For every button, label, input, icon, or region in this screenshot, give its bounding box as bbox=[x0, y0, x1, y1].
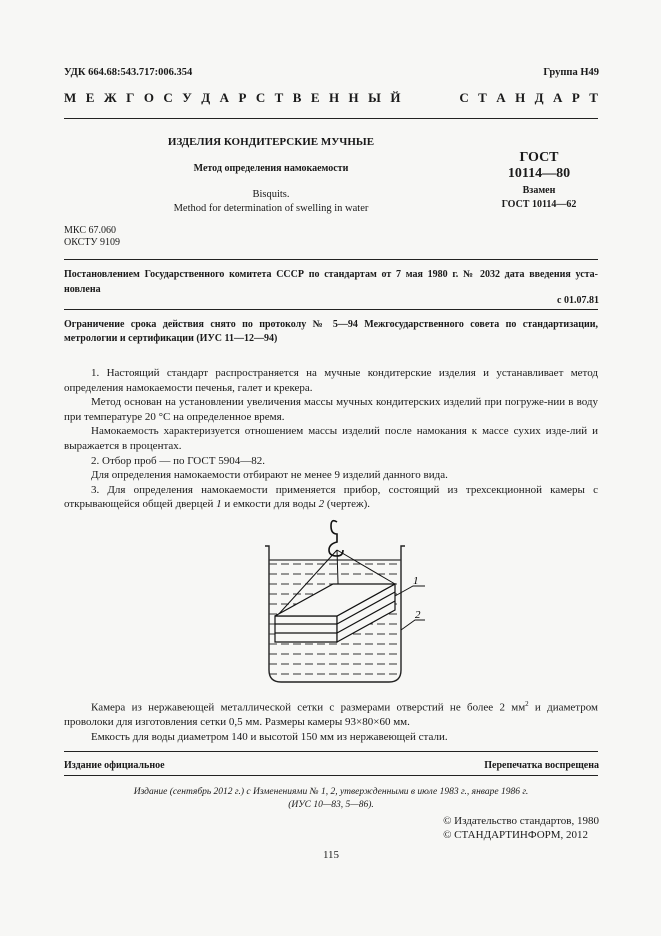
banner-letter-right: С bbox=[459, 90, 469, 105]
mesh-chamber bbox=[275, 584, 395, 642]
apparatus-drawing bbox=[255, 512, 425, 690]
paragraph-6-b: и емкости для воды bbox=[221, 498, 319, 511]
restriction-note: Ограничение срока действия снято по протоколу № 5—94 Межгосударственного совета по стандартизации, метрологии и сертификации (ИУС 11—12—94) bbox=[64, 319, 598, 344]
paragraph-6-n1: 1 bbox=[216, 498, 222, 511]
introduction-date: с 01.07.81 bbox=[557, 295, 599, 306]
callout-label-2: 2 bbox=[415, 609, 421, 621]
method-title: Метод определения намокаемости bbox=[193, 163, 349, 174]
paragraph-1: 1. Настоящий стандарт распространяется на мучные кондитерские изделия и устанавливает метод определения намокаемости печенья, галет и крекера. bbox=[64, 367, 598, 394]
paragraph-5: Для определения намокаемости отбирают не менее 9 изделий данного вида. bbox=[91, 469, 448, 482]
banner-letter-left: С bbox=[255, 90, 266, 105]
copyright-1: © Издательство стандартов, 1980 bbox=[443, 815, 599, 827]
callout-leaders bbox=[395, 586, 425, 630]
english-title bbox=[64, 188, 478, 216]
paragraph-7-b: и диаметром проволоки для изготовления сетки 0,5 мм. Размеры камеры 93×80×60 мм. bbox=[64, 701, 598, 729]
banner-letter-right: Т bbox=[589, 90, 598, 105]
banner-letter-left: А bbox=[219, 90, 229, 105]
banner-letter-right: Н bbox=[515, 90, 526, 105]
copyright-2: © СТАНДАРТИНФОРМ, 2012 bbox=[443, 829, 589, 841]
banner-letter-right: Р bbox=[571, 90, 580, 105]
okstu-code: ОКСТУ 9109 bbox=[64, 237, 121, 248]
banner-letter-left: Ж bbox=[103, 90, 117, 105]
paragraph-7 bbox=[64, 697, 598, 730]
paragraph-3: Намокаемость характеризуется отношением массы изделий после намокания к массе сухих изде-лий и выражается в процентах. bbox=[64, 425, 598, 452]
banner-letter-left: Т bbox=[274, 90, 284, 105]
paragraph-6-n2: 2 bbox=[318, 498, 325, 511]
banner-letter-left: В bbox=[292, 90, 302, 105]
udk-code: УДК 664.68:543.717:006.354 bbox=[64, 67, 193, 78]
banner-letter-left: Ы bbox=[368, 90, 381, 105]
mks-code: МКС 67.060 bbox=[64, 225, 116, 236]
paragraph-4: 2. Отбор проб — по ГОСТ 5904—82. bbox=[91, 454, 265, 467]
gost-block bbox=[478, 150, 600, 211]
banner-letter-left: У bbox=[182, 90, 192, 105]
classification-codes bbox=[64, 225, 120, 249]
banner-letter-right: Д bbox=[534, 90, 544, 105]
edition-note bbox=[64, 786, 598, 812]
middle-rule bbox=[64, 259, 598, 260]
banner-letter-left: Н bbox=[348, 90, 359, 105]
banner-letter-left: О bbox=[143, 90, 154, 105]
edition-line-1: Издание (сентябрь 2012 г.) с Изменениями № 1, 2, утвержденными в июле 1983 г., январе 1986 г. bbox=[133, 787, 529, 797]
banner-letter-left: Н bbox=[328, 90, 340, 105]
official-edition: Издание официальное bbox=[64, 760, 165, 771]
body-section-bottom bbox=[64, 697, 598, 744]
group-code: Группа Н49 bbox=[543, 67, 599, 78]
banner-letter-left: Р bbox=[238, 90, 247, 105]
banner-letter-left: Д bbox=[201, 90, 211, 105]
footer-rule-2 bbox=[64, 775, 598, 776]
gost-replaces: Взамен bbox=[522, 185, 556, 196]
standard-title: ИЗДЕЛИЯ КОНДИТЕРСКИЕ МУЧНЫЕ bbox=[167, 136, 375, 148]
callout-label-1: 1 bbox=[413, 575, 419, 587]
gost-label: ГОСТ bbox=[519, 150, 559, 165]
date-rule bbox=[64, 309, 598, 310]
paragraph-7-sup: 2 bbox=[525, 700, 529, 708]
paragraph-2: Метод основан на установлении увеличения массы мучных кондитерских изделий при погруже-нии в воду при температуре 20 °С на определенное время. bbox=[64, 396, 598, 423]
decree-text: Постановлением Государственного комитета СССР по стандартам от 7 мая 1980 г. № 2032 дата введения уста-новлена bbox=[64, 269, 598, 295]
paragraph-6-c: (чертеж). bbox=[324, 498, 371, 511]
body-section-top bbox=[64, 366, 598, 512]
paragraph-7-a: Камера из нержавеющей металлической сетки с размерами отверстий не более 2 мм bbox=[91, 701, 526, 714]
paragraph-8: Емкость для воды диаметром 140 и высотой 150 мм из нержавеющей стали. bbox=[91, 730, 448, 743]
copyright-block bbox=[443, 814, 599, 842]
page-number: 115 bbox=[322, 849, 340, 861]
standard-banner bbox=[64, 90, 598, 106]
english-title-line2: Method for determination of swelling in water bbox=[173, 203, 369, 214]
banner-letter-left: Г bbox=[126, 90, 135, 105]
banner-letter-left: М bbox=[64, 90, 77, 105]
english-title-line1: Bisquits. bbox=[252, 189, 290, 200]
top-rule bbox=[64, 118, 598, 119]
banner-letter-right: А bbox=[496, 90, 506, 105]
reprint-notice: Перепечатка воспрещена bbox=[484, 760, 599, 771]
banner-letter-right: А bbox=[553, 90, 563, 105]
paragraph-6-a: 3. Для определения намокаемости применяется прибор, состоящий из трехсекционной камеры с открывающейся общей дверцей bbox=[64, 483, 598, 511]
edition-line-2: (ИУС 10—83, 5—86). bbox=[288, 800, 374, 810]
banner-letter-left: Е bbox=[85, 90, 95, 105]
gost-number: 10114—80 bbox=[507, 166, 571, 181]
gost-old-number: ГОСТ 10114—62 bbox=[501, 199, 577, 210]
paragraph-6 bbox=[64, 483, 598, 512]
banner-gap bbox=[410, 90, 450, 106]
banner-letter-left: С bbox=[163, 90, 173, 105]
banner-letter-right: Т bbox=[478, 90, 487, 105]
banner-letter-left: Й bbox=[390, 90, 401, 105]
footer-rule bbox=[64, 751, 598, 752]
banner-letter-left: Е bbox=[310, 90, 320, 105]
